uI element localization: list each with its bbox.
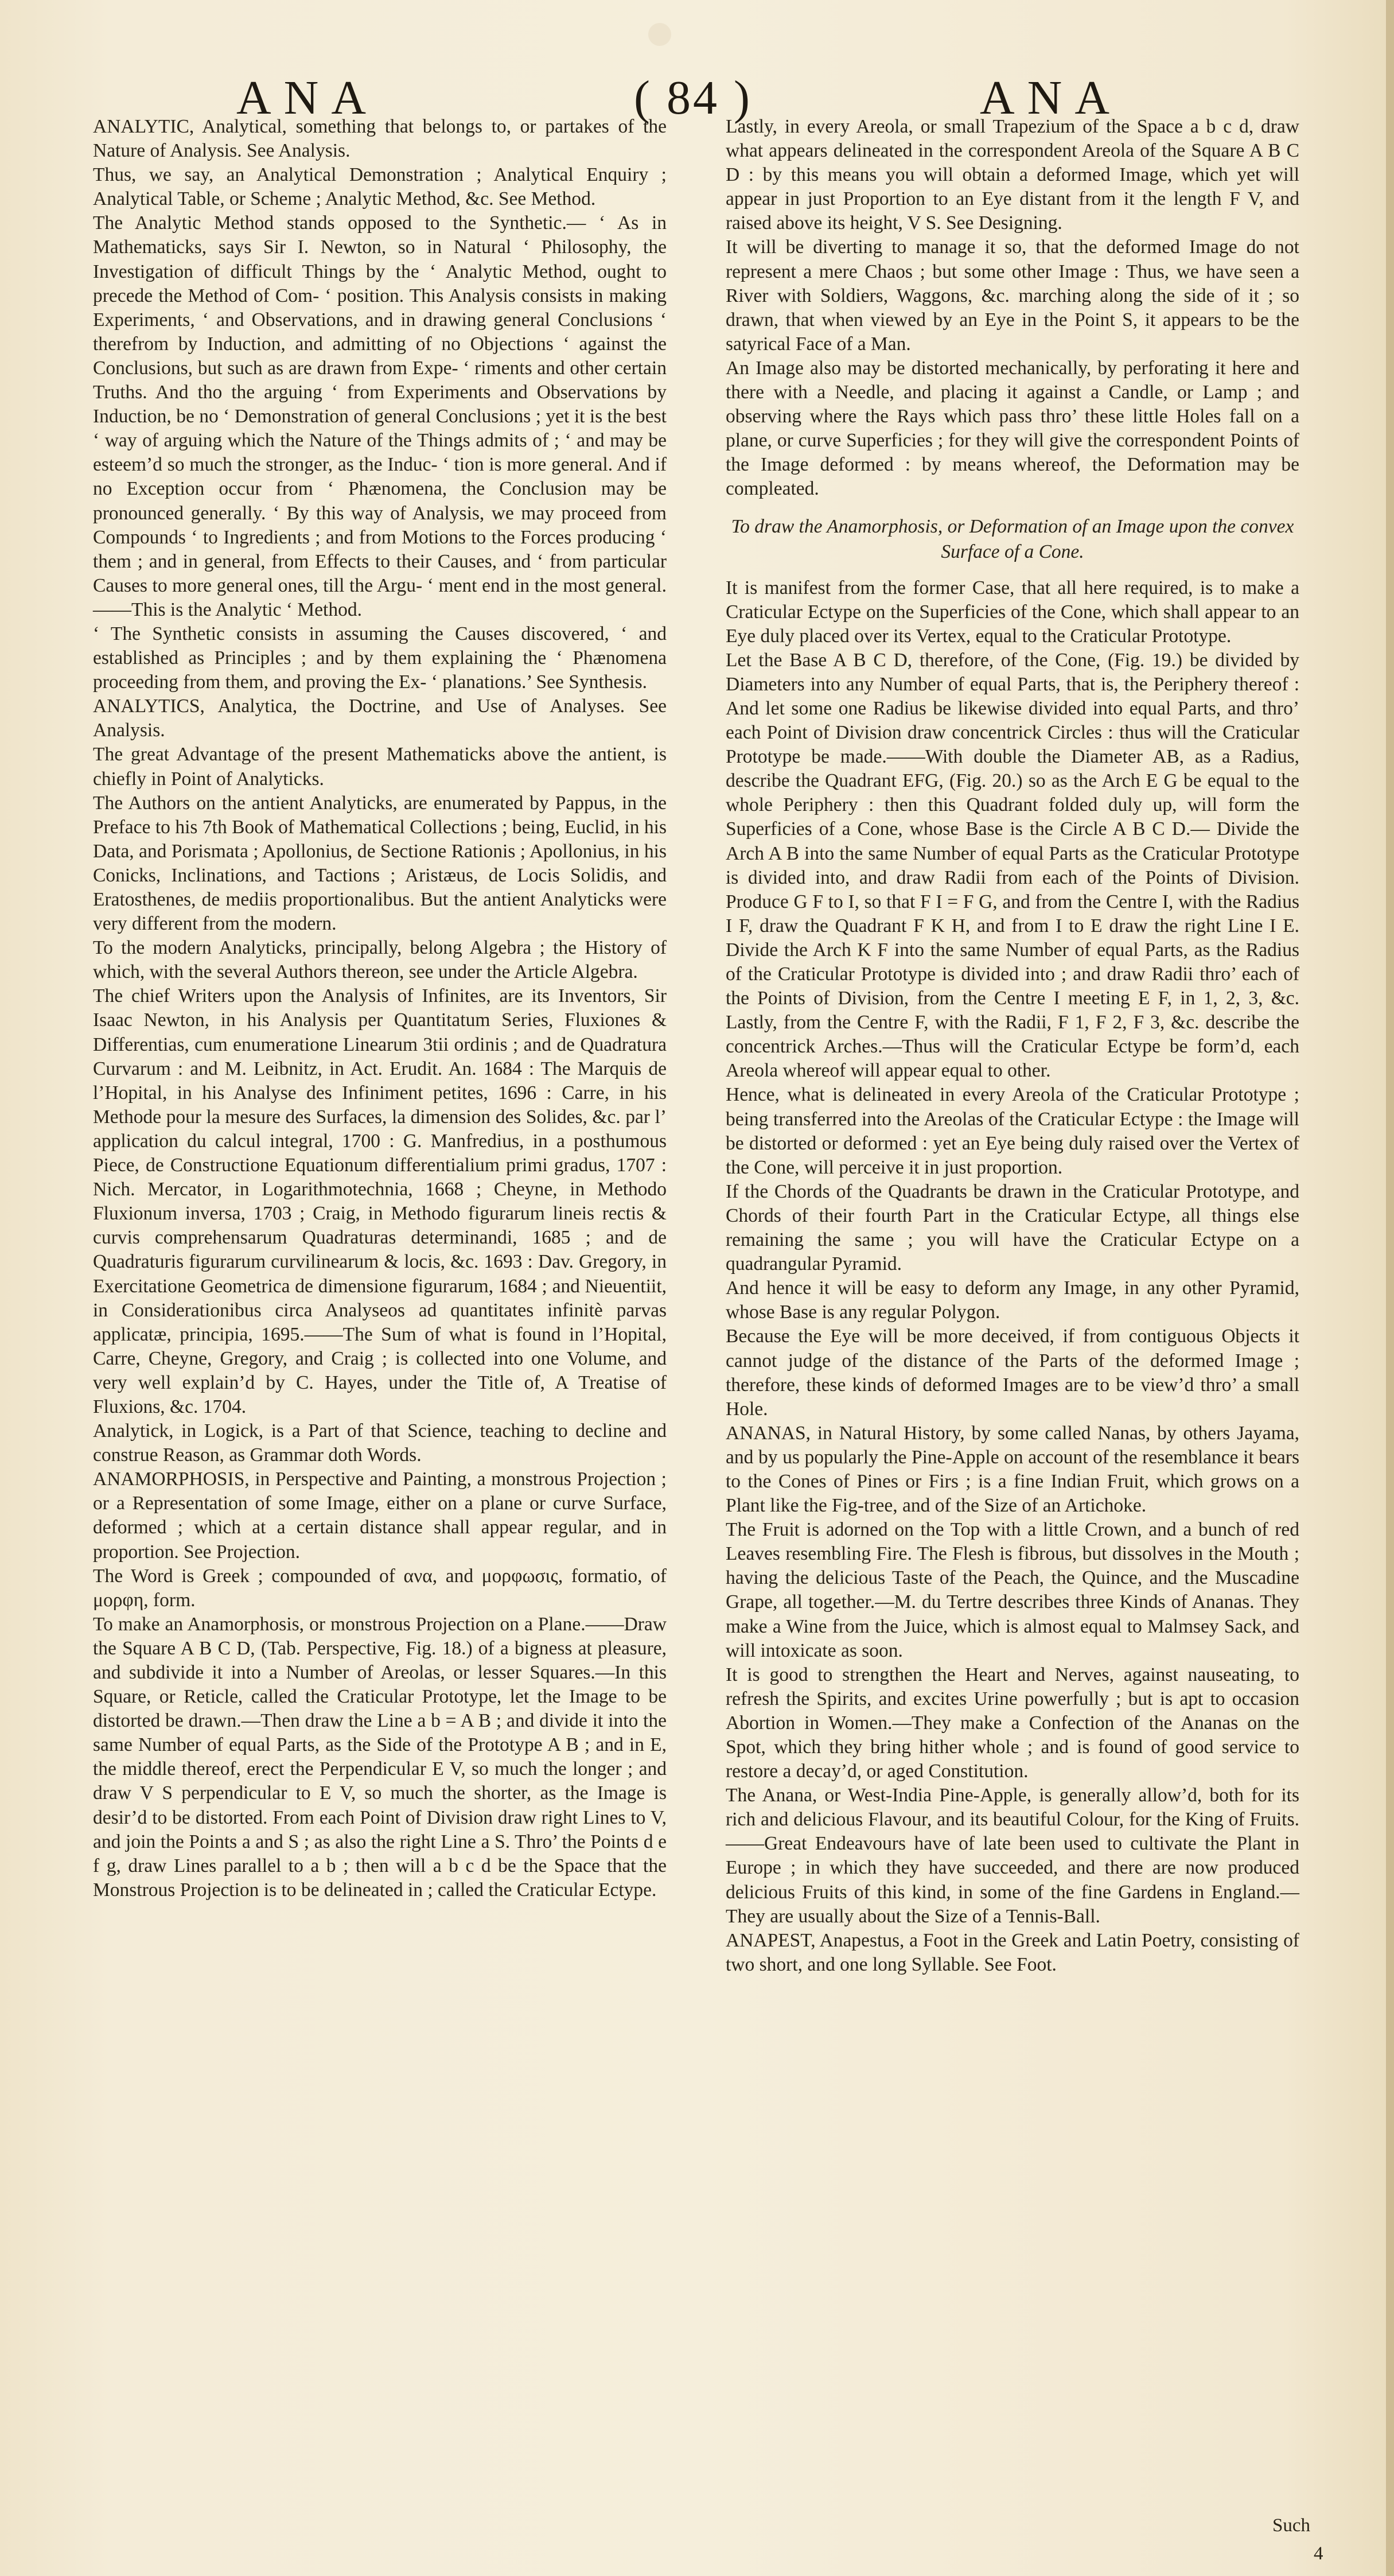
paragraph: Lastly, in every Areola, or small Trapezium of the Space a b c d, draw what appears delineated in the correspondent Areola of the Square A B C D : by this means you will obtain a deformed Image, which yet will appear in just Proportion to an Eye distant from it the length F V, and raised above its height, V S. See Designing. [726,116,1299,234]
paragraph: The great Advantage of the present Mathematicks above the antient, is chiefly in Point of Analyticks. [93,744,667,790]
signature-mark: 4 [1314,2543,1323,2564]
paragraph: To make an Anamorphosis, or monstrous Projection on a Plane.——Draw the Square A B C D, (Tab. Perspective, Fig. 18.) of a bigness at pleasure, and subdivide it into a Number of Areolas, or lesser Squares.—In this Square, or Reticle, called the Craticular Prototype, let the Image to be distorted be drawn.—Then draw the Line a b = A B ; and divide it into the same Number of equal Parts, as the Side of the Prototype A B ; and in E, the middle thereof, erect the Perpendicular E V, so much the longer ; and draw V S perpendicular to E V, so much the shorter, as the Image is desir’d to be distorted. From each Point of Division draw right Lines to V, and join the Points a and S ; as also the right Line a S. Thro’ the Points d e f g, draw Lines parallel to a b ; then will a b c d be the Space that the Monstrous Projection is to be delineated in ; called the Craticular Ectype. [93,1613,667,1901]
page-number: ( 84 ) [634,71,752,125]
paragraph: It will be diverting to manage it so, that the deformed Image do not represent a mere Chaos ; but some other Image : Thus, we have seen a River with Soldiers, Waggons, &c. marching along the side of it ; so drawn, that when viewed by an Eye in the Point S, it appears to be the satyrical Face of a Man. [726,236,1299,355]
paragraph: Because the Eye will be more deceived, if from contiguous Objects it cannot judge of the distance of the Parts of the deformed Image ; therefore, these kinds of deformed Images are to be view’d thro’ a small Hole. [726,1326,1299,1420]
paragraph: The Authors on the antient Analyticks, are enumerated by Pappus, in the Preface to his 7th Book of Mathematical Collections ; being, Euclid, in his Data, and Porismata ; Apollonius, de Sectione Rationis ; Apollonius, in his Conicks, Inclinations, and Tactions ; Aristæus, de Locis Solidis, and Eratosthenes, de mediis proportionalibus. But the antient Analyticks were very different from the modern. [93,792,667,935]
paragraph: Thus, we say, an Analytical Demonstration ; Analytical Enquiry ; Analytical Table, or Scheme ; Analytic Method, &c. See Method. [93,164,667,210]
paper-stain [648,23,671,46]
entry-anamorphosis: ANAMORPHOSIS, in Perspective and Painting, a monstrous Projection ; or a Representation of some Image, either on a plane or curve Surface, deformed ; which at a certain distance shall appear regular, and in proportion. See Projection. [93,1468,667,1563]
entry-anapest: ANAPEST, Anapestus, a Foot in the Greek and Latin Poetry, consisting of two short, and one long Syllable. See Foot. [726,1929,1299,1975]
paragraph: Let the Base A B C D, therefore, of the Cone, (Fig. 19.) be divided by Diameters into any Number of equal Parts, that is, the Periphery thereof : And let some one Radius be likewise divided into equal Parts, and thro’ each Point of Division draw concentrick Circles : thus will the Craticular Prototype be made.——With double the Diameter AB, as a Radius, describe the Quadrant EFG, (Fig. 20.) so as the Arch E G be equal to the whole Periphery : then this Quadrant folded duly up, will form the Superficies of a Cone, whose Base is the Circle A B C D.— Divide the Arch A B into the same Number of equal Parts as the Craticular Prototype is divided into, and draw Radii from each of the Points of Division. Produce G F to I, so that F I = F G, and from the Centre I, with the Radius I F, draw the Quadrant F K H, and from I to E draw the right Line I E. Divide the Arch K F into the same Number of equal Parts, as the Radius of the Craticular Prototype is divided into ; and draw Radii thro’ each of the Points of Division, from the Centre I meeting E F, in 1, 2, 3, &c. Lastly, from the Centre F, with the Radii, F 1, F 2, F 3, &c. describe the concentrick Arches.—Thus will the Craticular Ectype be form’d, each Areola whereof will appear equal to other. [726,649,1299,1082]
paragraph: An Image also may be distorted mechanically, by perforating it here and there with a Needle, and placing it against a Candle, or Lamp ; and observing where the Rays which pass thro’ these little Holes fall on a plane, or curve Superficies ; for they will give the correspondent Points of the Image deformed : by means whereof, the Deformation may be compleated. [726,357,1299,500]
right-column [726,115,1299,1977]
entry-analytic: ANALYTIC, Analytical, something that belongs to, or partakes of the Nature of Analysis. See Analysis. [93,116,667,162]
paragraph: It is manifest from the former Case, that all here required, is to make a Craticular Ectype on the Superficies of the Cone, which shall appear to an Eye duly placed over its Vertex, equal to the Craticular Prototype. [726,577,1299,647]
entry-analytics: ANALYTICS, Analytica, the Doctrine, and Use of Analyses. See Analysis. [93,696,667,741]
paragraph: To the modern Analyticks, principally, belong Algebra ; the History of which, with the several Authors thereon, see under the Article Algebra. [93,937,667,983]
entry-ananas: ANANAS, in Natural History, by some called Nanas, by others Jayama, and by us popularly the Pine-Apple on account of the resemblance it bears to the Cones of Pines or Firs ; is a fine Indian Fruit, which grows on a Plant like the Fig-tree, and of the Size of an Artichoke. [726,1422,1299,1517]
catchword: Such [1272,2515,1310,2536]
page-gutter-edge [1386,0,1394,2576]
paragraph: It is good to strengthen the Heart and Nerves, against nauseating, to refresh the Spirits, and excites Urine powerfully ; but is apt to occasion Abortion in Women.—They make a Confection of the Ananas on the Spot, which they bring hither whole ; and is found of good service to restore a decay’d, or aged Constitution. [726,1664,1299,1782]
section-heading-cone: To draw the Anamorphosis, or Deformation of an Image upon the convex Surface of a Cone. [731,515,1294,562]
newton-quote: The Analytic Method stands opposed to the Synthetic.— ‘ As in Mathematicks, says Sir I. Newton, so in Natural ‘ Philosophy, the Investigation of difficult Things by the ‘ Analytic Method, ought to precede the Method of Com- ‘ position. This Analysis consists in making Experiments, ‘ and Observations, and in drawing general Conclusions ‘ therefrom by Induction, and admitting of no Objections ‘ against the Conclusions, but such as are drawn from Expe- ‘ riments and other certain Truths. And tho the arguing ‘ from Experiments and Observations by Induction, be no ‘ Demonstration of general Conclusions ; yet it is the best ‘ way of arguing which the Nature of the Things admits of ; ‘ and may be esteem’d so much the stronger, as the Induc- ‘ tion is more general. And if no Exception occur from ‘ Phænomena, the Conclusion may be pronounced generally. ‘ By this way of Analysis, we may proceed from Compounds ‘ to Ingredients ; and from Motions to the Forces producing ‘ them ; and in general, from Effects to their Causes, and ‘ from particular Causes to more general ones, till the Argu- ‘ ment end in the most general.——This is the Analytic ‘ Method. [93,212,667,620]
paragraph: The chief Writers upon the Analysis of Infinites, are its Inventors, Sir Isaac Newton, in his Analysis per Quantitatum Series, Fluxiones & Differentias, cum enumeratione Linearum 3tii ordinis ; and de Quadratura Curvarum : and M. Leibnitz, in Act. Erudit. An. 1684 : The Marquis de l’Hopital, in his Analyse des Infiniment petites, 1696 : Carre, in his Methode pour la mesure des Surfaces, la dimension des Solides, &c. par l’ application du calcul integral, 1700 : G. Manfredius, in a posthumous Piece, de Constructione Equationum differentialium primi gradus, 1707 : Nich. Mercator, in Logarithmotechnia, 1668 ; Cheyne, in Methodo Fluxionum inversa, 1703 ; Craig, in Methodo figurarum lineis rectis & curvis comprehensarum Quadraturas determinandi, 1685 ; and de Quadraturis figurarum curvilinearum & locis, &c. 1693 : Dav. Gregory, in Exercitatione Geometrica de dimensione figurarum, 1684 ; and Nieuentiit, in Considerationibus circa Analyseos ad quantitates infinitè parvas applicatæ, principia, 1695.——The Sum of what is found in l’Hopital, Carre, Cheyne, Gregory, and Craig ; is collected into one Volume, and very well explain’d by C. Hayes, under the Title of, A Treatise of Fluxions, &c. 1704. [93,985,667,1417]
paragraph: The Anana, or West-India Pine-Apple, is generally allow’d, both for its rich and delicious Flavour, and its beautiful Colour, for the King of Fruits.——Great Endeavours have of late been used to cultivate the Plant in Europe ; in which they have succeeded, and there are now produced delicious Fruits of this kind, in some of the fine Gardens in England.—They are usually about the Size of a Tennis-Ball. [726,1785,1299,1927]
entry-analytick-logick: Analytick, in Logick, is a Part of that Science, teaching to decline and construe Reason, as Grammar doth Words. [93,1420,667,1466]
paragraph: If the Chords of the Quadrants be drawn in the Craticular Prototype, and Chords of their fourth Part in the Craticular Ectype, all things else remaining the same ; you will have the Craticular Ectype on a quadrangular Pyramid. [726,1180,1299,1275]
paragraph: Hence, what is delineated in every Areola of the Craticular Prototype ; being transferred into the Areolas of the Craticular Ectype : the Image will be distorted or deformed : yet an Eye being duly raised over the Vertex of the Cone, will perceive it in just proportion. [726,1084,1299,1178]
synthetic-quote: ‘ The Synthetic consists in assuming the Causes discovered, ‘ and established as Principles ; and by them explaining the ‘ Phænomena proceeding from them, and proving the Ex- ‘ planations.’ See Synthesis. [93,623,667,693]
header-right-word: ANA [980,71,1122,125]
paragraph: The Word is Greek ; compounded of ανα, and μορφωσις, formatio, of μορφη, form. [93,1565,667,1611]
paragraph: And hence it will be easy to deform any Image, in any other Pyramid, whose Base is any regular Polygon. [726,1277,1299,1323]
paragraph: The Fruit is adorned on the Top with a little Crown, and a bunch of red Leaves resembling Fire. The Flesh is fibrous, but dissolves in the Mouth ; having the delicious Taste of the Peach, the Quince, and the Muscadine Grape, all together.—M. du Tertre describes three Kinds of Ananas. They make a Wine from the Juice, which is almost equal to Malmsey Sack, and will intoxicate as soon. [726,1519,1299,1661]
left-column [93,115,667,1902]
header-left-word: ANA [236,71,379,125]
